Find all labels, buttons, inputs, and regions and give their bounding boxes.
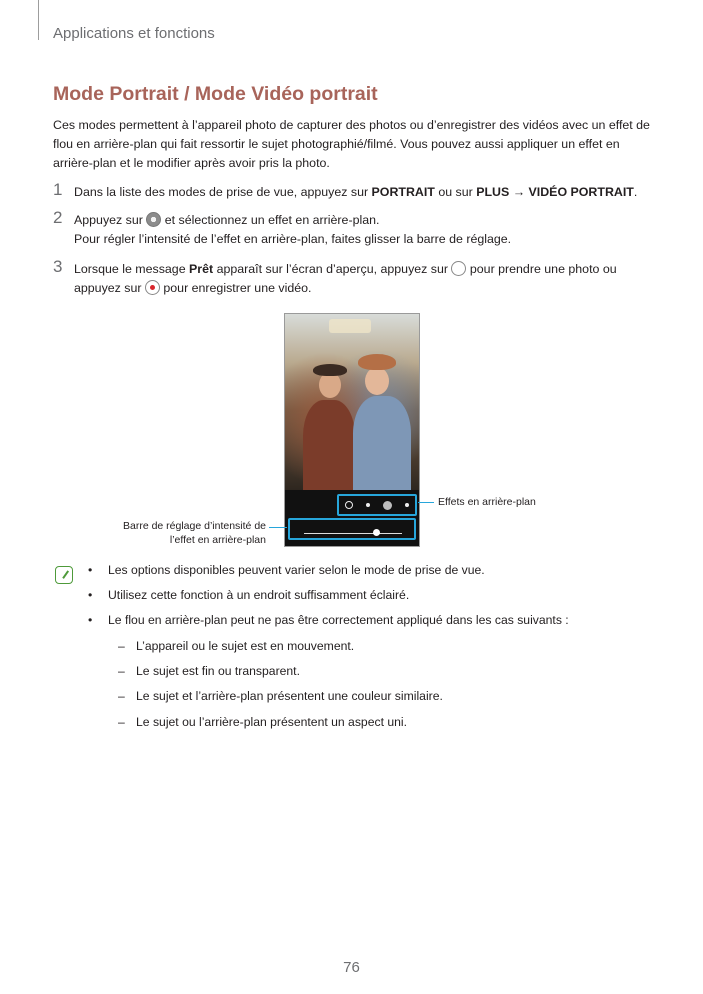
- page-number: 76: [343, 959, 360, 976]
- shutter-button-icon: [451, 261, 466, 276]
- step-text: Appuyez sur et sélectionnez un effet en arrière-plan. Pour régler l’intensité de l’effet en arrière-plan, faites glisser la barre de réglage.: [74, 213, 512, 246]
- step-number: 3: [53, 257, 63, 276]
- ready-tag: [329, 319, 371, 333]
- slider-track: [304, 533, 402, 534]
- note-check-icon: [55, 566, 73, 584]
- intro-paragraph: Ces modes permettent à l’appareil photo de capturer des photos ou d’enregistrer des vidéos avec un effet de flou en arrière-plan qui fait ressortir le sujet photographié/filmé. Vous pouvez aussi appliquer un effet en arrière-plan et le modifier après avoir pris la photo.: [53, 118, 650, 170]
- background-effect-icon: [146, 212, 161, 227]
- record-button-icon: [145, 280, 160, 295]
- step-text: Dans la liste des modes de prise de vue, appuyez sur PORTRAIT ou sur PLUS → VIDÉO PORTRAIT.: [74, 185, 638, 199]
- effects-callout-label: Effets en arrière-plan: [438, 496, 536, 508]
- effect-option: [366, 503, 370, 507]
- phone-screenshot: [284, 313, 420, 547]
- effect-option: [345, 501, 353, 509]
- slider-callout-label: Barre de réglage d’intensité de l’effet en arrière-plan: [122, 520, 266, 546]
- subject-right-face: [365, 367, 389, 395]
- subject-left-hat: [313, 364, 347, 376]
- effect-option-selected: [383, 501, 392, 510]
- effect-option: [405, 503, 409, 507]
- step-number: 2: [53, 208, 63, 227]
- page-title: Mode Portrait / Mode Vidéo portrait: [53, 83, 378, 105]
- background-effects-bar: [337, 494, 417, 516]
- slider-callout-line: [269, 527, 287, 528]
- subject-right: [353, 396, 411, 490]
- subject-right-hat: [358, 354, 396, 370]
- slider-handle: [373, 529, 380, 536]
- portrait-preview-image: [285, 314, 419, 490]
- intensity-slider-bar: [288, 518, 416, 540]
- header-rule: [38, 0, 39, 40]
- step-text: Lorsque le message Prêt apparaît sur l’écran d’aperçu, appuyez sur pour prendre une photo ou appuyez sur pour enregistrer une vidéo.: [74, 262, 617, 295]
- effects-callout-line: [418, 502, 434, 503]
- section-header: Applications et fonctions: [53, 25, 215, 42]
- subject-left: [303, 400, 355, 490]
- step-number: 1: [53, 180, 63, 199]
